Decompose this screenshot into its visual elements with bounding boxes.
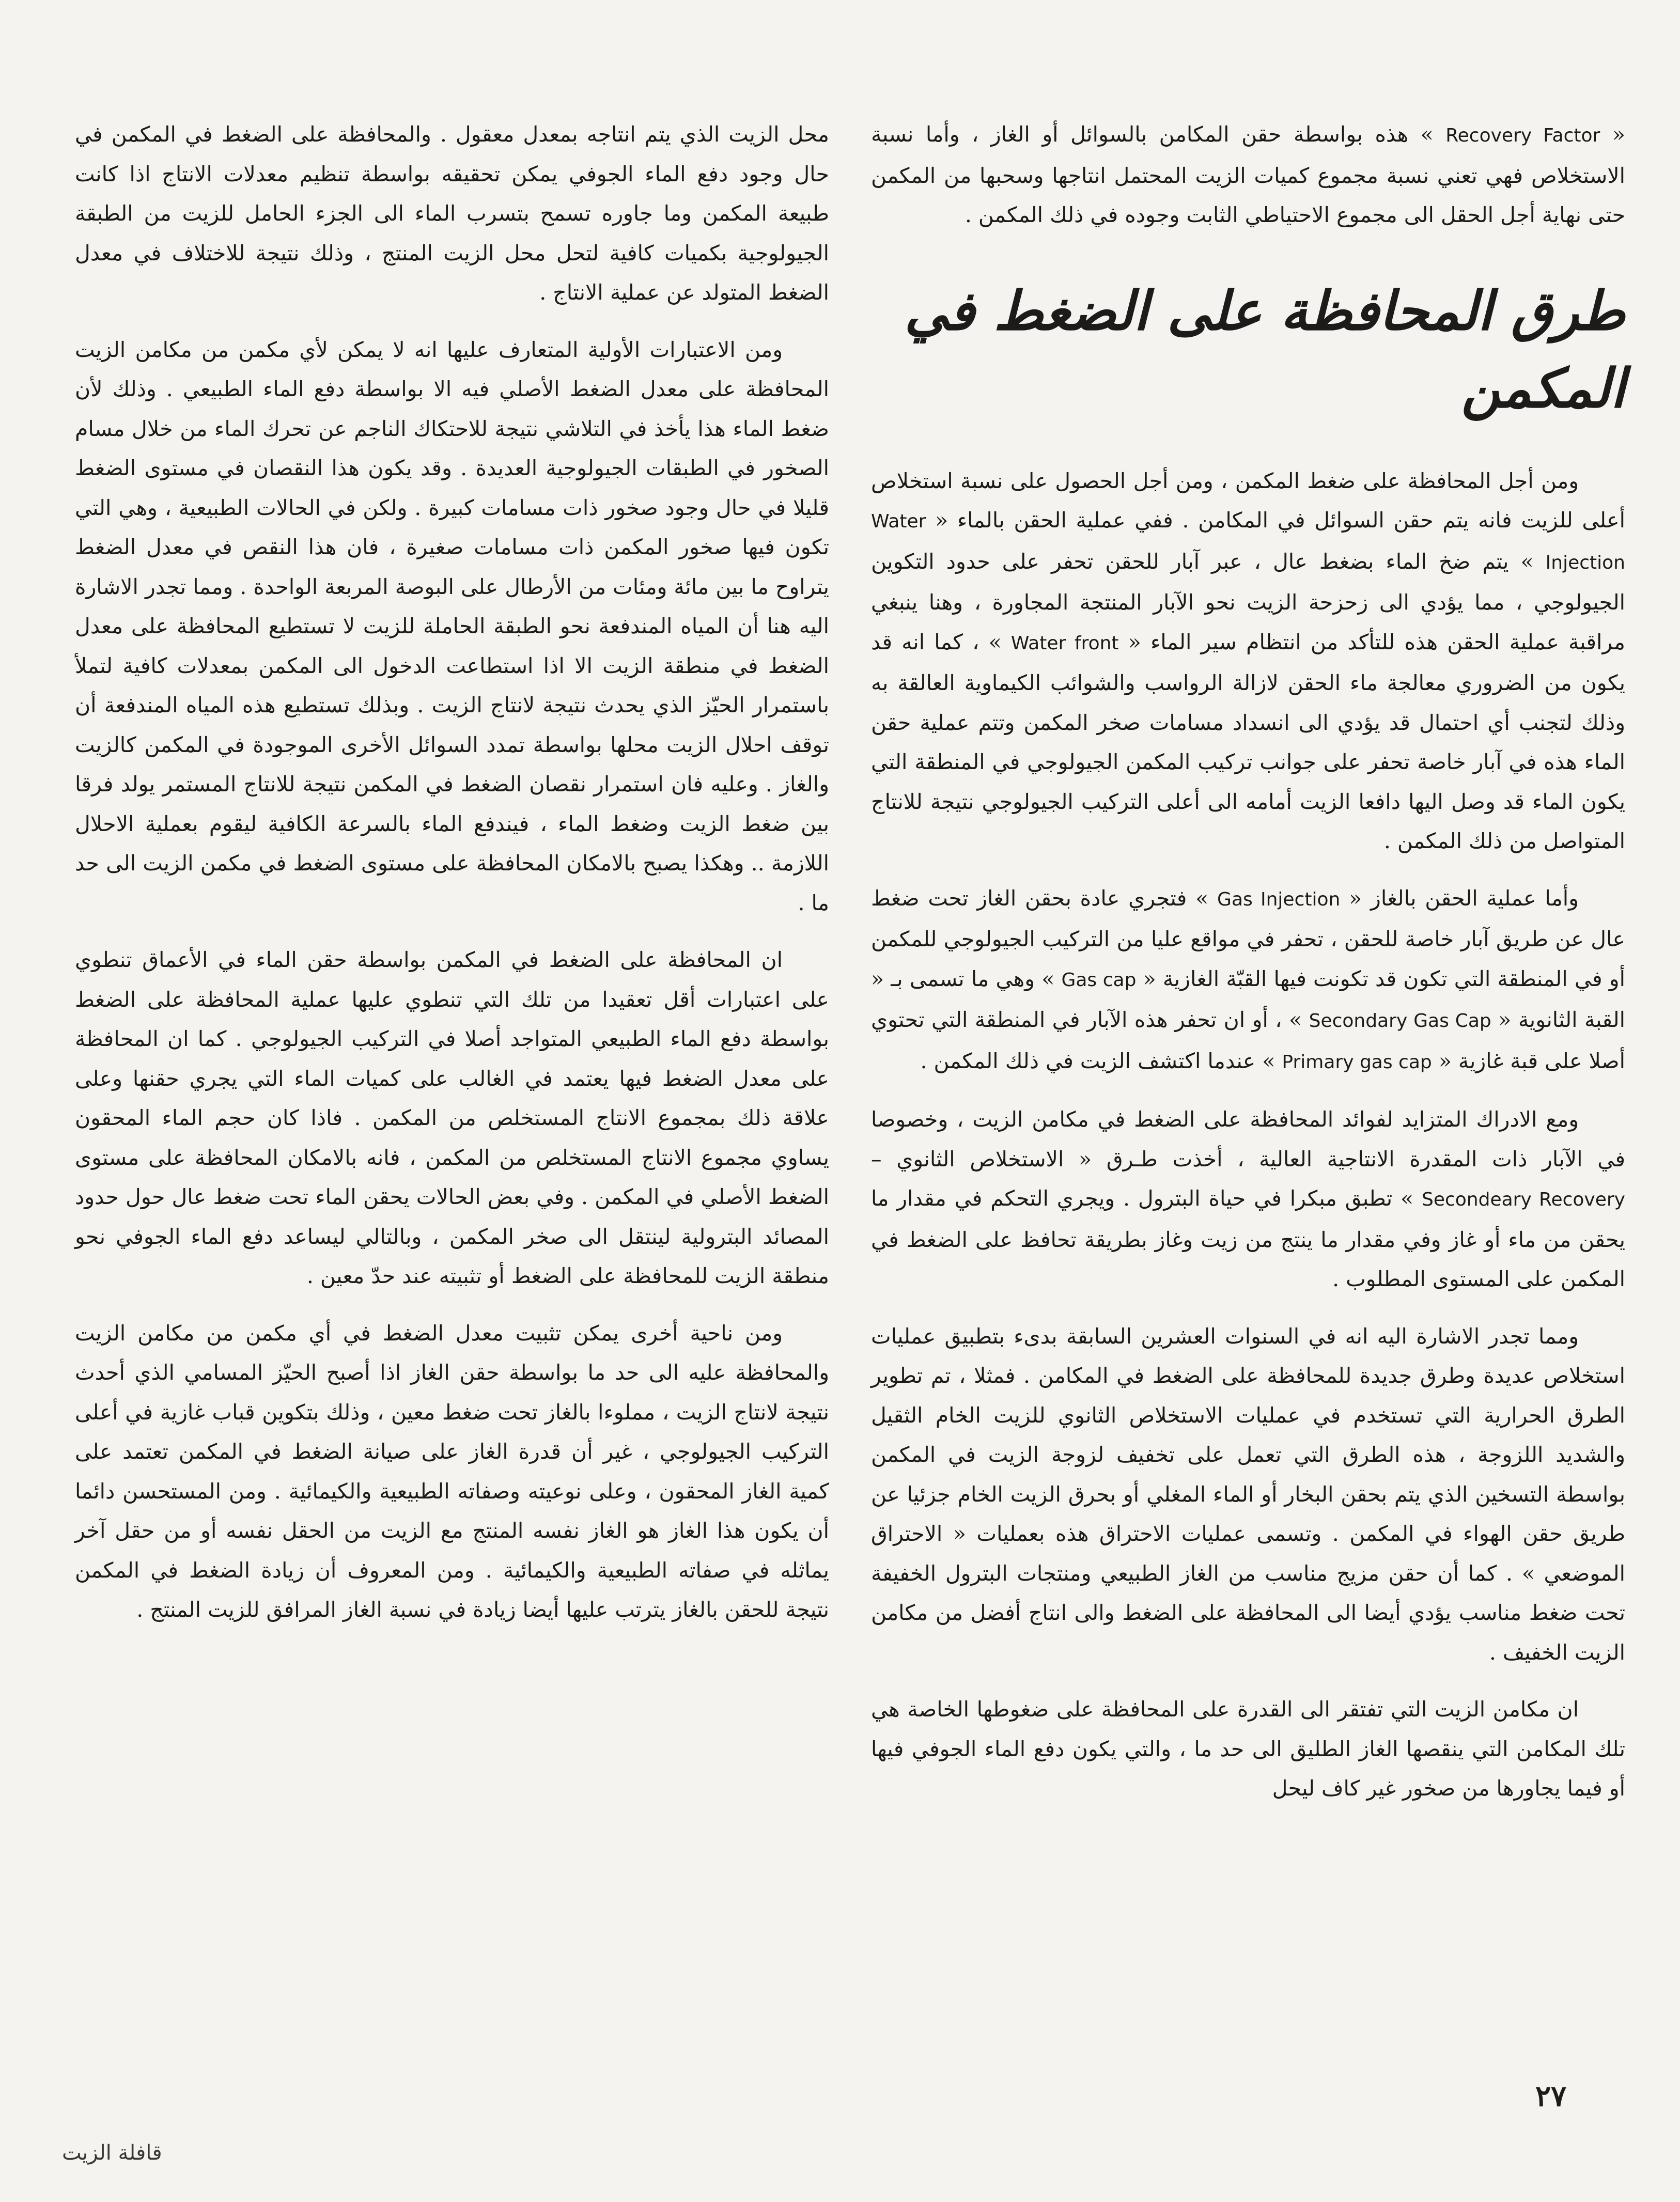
text-segment: » ، كما انه قد يكون من الضروري معالجة ماء الحقن لازالة الرواسب والشوائب الكيماوية العالقة به وذلك لتجنب أي احتمال قد يؤدي الى انسداد مسامات صخر المكمن وتتم عملية حقن الماء هذه في آبار خاصة تحفر على جوانب تركيب المكمن الجيولوجي في المنطقة التي يكون الماء قد وصل اليها دافعا الزيت أمامه الى أعلى التركيب الجيولوجي نتيجة للانتاج المتواصل من ذلك المكمن . bbox=[871, 629, 1625, 853]
text-segment: » ، أو ان تحفر هذه الآبار في المنطقة التي تحتوي أصلا على قبة غازية « bbox=[871, 1007, 1625, 1073]
paragraph-secondary-recovery bbox=[871, 1100, 1625, 1299]
term-water-injection: Water Injection bbox=[871, 511, 1625, 573]
paragraph-natural-water-drive: ومن الاعتبارات الأولية المتعارف عليها انه لا يمكن لأي مكمن من مكامن الزيت المحافظة على معدل الضغط الأصلي فيه الا بواسطة دفع الماء الطبيعي . وذلك لأن ضغط الماء هذا يأخذ في التلاشي نتيجة للاحتكاك الناجم عن تحرك الماء من خلال مسام الصخور في الطبقات الجيولوجية العديدة . وقد يكون هذا النقصان في مستوى الضغط قليلا في حال وجود صخور ذات مسامات كبيرة . ولكن في الحالات الطبيعية ، وهي التي تكون فيها صخور المكمن ذات مسامات صغيرة ، فان هذا النقص في معدل الضغط يتراوح ما بين مائة ومئات من الأرطال على البوصة المربعة الواحدة . ومما تجدر الاشارة اليه هنا أن المياه المندفعة نحو الطبقة الحاملة للزيت لا تستطيع المحافظة على معدل الضغط في منطقة الزيت الا اذا استطاعت الدخول الى المكمن بمعدلات كافية لتملأ باستمرار الحيّز الذي يحدث نتيجة لانتاج الزيت . وبذلك تستطيع هذه المياه المندفعة أن توقف احلال الزيت محلها بواسطة تمدد السوائل الأخرى الموجودة في المكمن كالزيت والغاز . وعليه فان استمرار نقصان الضغط في المكمن نتيجة للانتاج المستمر يولد فرقا بين ضغط الزيت وضغط الماء ، فيندفع الماء بالسرعة الكافية ليقوم بعملية الاحلال اللازمة .. وهكذا يصبح بالامكان المحافظة على مستوى الضغط في مكمن الزيت الى حد ما . bbox=[75, 337, 829, 915]
text-segment: » تطبق مبكرا في حياة البترول . ويجري التحكم في مقدار ما يحقن من ماء أو غاز وفي مقدار ما ينتج من زيت وغاز بطريقة تحافظ على الضغط في المكمن على المستوى المطلوب . bbox=[871, 1186, 1625, 1291]
text-segment: ومن أجل المحافظة على ضغط المكمن ، ومن أجل الحصول على نسبة استخلاص أعلى للزيت فانه يتم حقن السوائل في المكامن . ففي عملية الحقن بالماء « bbox=[871, 468, 1625, 533]
paragraph-gas-injection bbox=[871, 879, 1625, 1083]
magazine-name: قافلة الزيت bbox=[62, 2141, 162, 2165]
text-segment: » وهي ما تسمى بـ « القبة الثانوية « bbox=[871, 966, 1626, 1032]
right-column bbox=[871, 115, 1625, 1826]
paragraph-water-drive-continuation: محل الزيت الذي يتم انتاجه بمعدل معقول . والمحافظة على الضغط في المكمن في حال وجود دفع الماء الجوفي يمكن تحقيقه بواسطة تنظيم معدلات الانتاج اذا كانت طبيعة المكمن وما جاوره تسمح بتسرب الماء الى الجزء الحامل للزيت من الطبقة الجيولوجية بكميات كافية لتحل محل الزيت المنتج ، وذلك نتيجة للاختلاف في معدل الضغط المتولد عن عملية الانتاج . bbox=[75, 122, 829, 305]
text-segment: « bbox=[1612, 122, 1625, 147]
paragraph-deep-water-injection: ان المحافظة على الضغط في المكمن بواسطة حقن الماء في الأعماق تنطوي على اعتبارات أقل تعقيدا من تلك التي تنطوي عليها عملية المحافظة على الضغط بواسطة دفع الماء الطبيعي المتواجد أصلا في التركيب الجيولوجي . كما ان المحافظة على معدل الضغط فيها يعتمد في الغالب على كميات الماء التي يجري حقنها وعلى علاقة ذلك بمجموع الانتاج المستخلص من المكمن . فاذا كان حجم الماء المحقون يساوي مجموع الانتاج المستخلص من المكمن ، فانه بالامكان المحافظة على مستوى الضغط الأصلي في المكمن . وفي بعض الحالات يحقن الماء تحت ضغط عال حول حدود المصائد البترولية لينتقل الى صخر المكمن ، وبالتالي ليساعد دفع الماء الجوفي نحو منطقة الزيت للمحافظة على الضغط أو تثبيته عند حدّ معين . bbox=[75, 947, 829, 1288]
term-gas-injection: Gas Injection bbox=[1217, 888, 1341, 910]
term-secondary-gas-cap: Secondary Gas Cap bbox=[1309, 1010, 1491, 1032]
term-water-front: Water front bbox=[1010, 632, 1119, 654]
term-gas-cap: Gas cap bbox=[1061, 969, 1137, 991]
paragraph-recovery-factor bbox=[871, 115, 1625, 235]
term-recovery-factor: Recovery Factor bbox=[1445, 125, 1600, 146]
text-segment: » فتجري عادة بحقن الغاز تحت ضغط عال عن طريق آبار خاصة للحقن ، تحفر في مواقع عليا من التركيب الجيولوجي للمكمن أو في المنطقة التي تكون قد تكونت فيها القبّة الغازية « bbox=[871, 885, 1625, 991]
paragraph-reservoirs-lacking-pressure: ان مكامن الزيت التي تفتقر الى القدرة على المحافظة على ضغوطها الخاصة هي تلك المكامن التي ينقصها الغاز الطليق الى حد ما ، والتي يكون دفع الماء الجوفي فيها أو فيما يجاورها من صخور غير كاف ليحل bbox=[871, 1697, 1625, 1801]
paragraph-water-injection bbox=[871, 461, 1625, 861]
section-heading: طرق المحافظة على الضغط في المكمن bbox=[904, 278, 1625, 420]
term-secondary-recovery: Secondeary Recovery bbox=[1421, 1189, 1625, 1210]
text-segment: » هذه بواسطة حقن المكامن بالسوائل أو الغاز ، وأما نسبة الاستخلاص فهي تعني نسبة مجموع كميات الزيت المحتمل انتاجها وسحبها من المكمن حتى نهاية أجل الحقل الى مجموع الاحتياطي الثابت وجوده في ذلك المكمن . bbox=[871, 122, 1625, 227]
page-number: ٢٧ bbox=[1535, 2079, 1567, 2113]
text-segment: » عندما اكتشف الزيت في ذلك المكمن . bbox=[920, 1048, 1275, 1073]
term-primary-gas-cap: Primary gas cap bbox=[1282, 1051, 1432, 1073]
text-segment: ومع الادراك المتزايد لفوائد المحافظة على الضغط في مكامن الزيت ، وخصوصا في الآبار ذات المقدرة الانتاجية العالية ، أخذت طـرق « الاستخلاص الثانوي – bbox=[871, 1107, 1625, 1172]
left-column bbox=[75, 115, 829, 1647]
paragraph-gas-pressure-maintenance: ومن ناحية أخرى يمكن تثبيت معدل الضغط في أي مكمن من مكامن الزيت والمحافظة عليه الى حد ما بواسطة حقن الغاز اذا أصبح الحيّز المسامي الذي أحدث نتيجة لانتاج الزيت ، مملوءا بالغاز تحت ضغط معين ، وذلك بتكوين قباب غازية في أعلى التركيب الجيولوجي ، غير أن قدرة الغاز على صيانة الضغط في المكمن تعتمد على كمية الغاز المحقون ، وعلى نوعيته وصفاته الطبيعية والكيمائية . ومن المستحسن دائما أن يكون هذا الغاز هو الغاز نفسه المنتج مع الزيت من الحقل نفسه أو من حقل آخر يماثله في صفاته الطبيعية والكيمائية . ومن المعروف أن زيادة الضغط في المكمن نتيجة للحقن بالغاز يترتب عليها أيضا زيادة في نسبة الغاز المرافق للزيت المنتج . bbox=[75, 1320, 829, 1622]
text-segment: » يتم ضخ الماء بضغط عال ، عبر آبار للحقن تحفر على حدود التكوين الجيولوجي ، مما يؤدي الى زحزحة الزيت نحو الآبار المنتجة المجاورة ، وهنا ينبغي مراقبة عملية الحقن هذه للتأكد من انتظام سير الماء « bbox=[871, 549, 1625, 654]
text-segment: وأما عملية الحقن بالغاز « bbox=[1349, 885, 1579, 911]
paragraph-thermal-methods: ومما تجدر الاشارة اليه انه في السنوات العشرين السابقة بدىء بتطبيق عمليات استخلاص عديدة وطرق جديدة للمحافظة على الضغط في المكامن . فمثلا ، تم تطوير الطرق الحرارية التي تستخدم في عمليات الاستخلاص الثانوي للزيت الخام الثقيل والشديد اللزوجة ، هذه الطرق التي تعمل على تخفيف لزوجة الزيت في المكمن بواسطة التسخين الذي يتم بحقن البخار أو الماء المغلي أو بحرق الزيت الخام جزئيا عن طريق حقن الهواء في المكمن . وتسمى عمليات الاحتراق هذه بعمليات « الاحتراق الموضعي » . كما أن حقن مزيج مناسب من الغاز الطبيعي ومنتجات البترول الخفيفة تحت ضغط مناسب يؤدي أيضا الى المحافظة على الضغط والى انتاج أفضل من مكامن الزيت الخفيف . bbox=[871, 1323, 1625, 1665]
